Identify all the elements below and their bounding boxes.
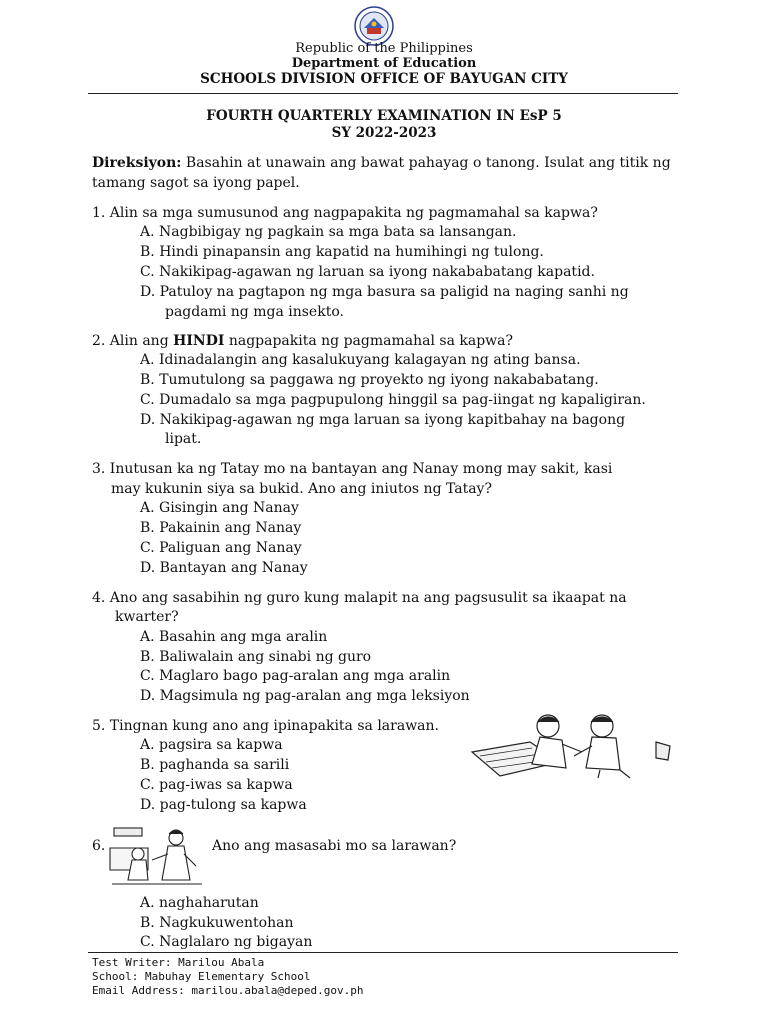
q2-option-c: C. Dumadalo sa mga pagpupulong hinggil sa pag-iingat ng kapaligiran. [140, 392, 646, 408]
q2-option-d-cont: lipat. [165, 431, 202, 447]
q6-option-b: B. Nagkukuwentohan [140, 915, 294, 931]
header-division: SCHOOLS DIVISION OFFICE OF BAYUGAN CITY [200, 71, 568, 87]
footer-rule [88, 952, 678, 953]
exam-title: FOURTH QUARTERLY EXAMINATION IN EsP 5 [206, 108, 562, 124]
q1-option-c: C. Nakikipag-agawan ng laruan sa iyong nakababatang kapatid. [140, 264, 595, 280]
question-5: 5. Tingnan kung ano ang ipinapakita sa larawan. [92, 718, 439, 734]
q4-option-d: D. Magsimula ng pag-aralan ang mga leksiyon [140, 688, 470, 704]
q5-option-a: A. pagsira sa kapwa [140, 737, 283, 753]
q6-option-c: C. Naglalaro ng bigayan [140, 934, 313, 950]
directions-text: Basahin at unawain ang bawat pahayag o tanong. Isulat ang titik ng tamang sagot sa iyong papel. [92, 155, 671, 191]
q1-option-a: A. Nagbibigay ng pagkain sa mga bata sa lansangan. [140, 224, 517, 240]
directions [92, 153, 682, 193]
q4-option-a: A. Basahin ang mga aralin [140, 629, 328, 645]
question-3: 3. Inutusan ka ng Tatay mo na bantayan ang Nanay mong may sakit, kasi [92, 461, 613, 477]
q4-option-c: C. Maglaro bago pag-aralan ang mga aralin [140, 668, 451, 684]
q2-emphasis: HINDI [173, 333, 225, 349]
q3-option-c: C. Paliguan ang Nanay [140, 540, 302, 556]
header-republic: Republic of the Philippines [295, 41, 473, 56]
q5-option-c: C. pag-iwas sa kapwa [140, 777, 293, 793]
q5-option-b: B. paghanda sa sarili [140, 757, 290, 773]
question-6: Ano ang masasabi mo sa larawan? [212, 838, 457, 854]
q6-option-a: A. naghaharutan [140, 895, 259, 911]
q3-option-d: D. Bantayan ang Nanay [140, 560, 308, 576]
footer-email: Email Address: marilou.abala@deped.gov.ph [92, 984, 364, 997]
question-6-number: 6. [92, 838, 106, 854]
q1-option-d: D. Patuloy na pagtapon ng mga basura sa paligid na naging sanhi ng [140, 284, 629, 300]
school-year: SY 2022-2023 [331, 125, 437, 141]
q5-option-d: D. pag-tulong sa kapwa [140, 797, 307, 813]
footer-school: School: Mabuhay Elementary School [92, 970, 311, 983]
directions-label: Direksiyon: [92, 155, 182, 171]
deped-seal-logo [354, 6, 394, 46]
header-rule [88, 93, 678, 94]
q2-option-d: D. Nakikipag-agawan ng mga laruan sa iyong kapitbahay na bagong [140, 412, 626, 428]
q3-option-b: B. Pakainin ang Nanay [140, 520, 302, 536]
header-department: Department of Education [291, 56, 477, 71]
question-2 [92, 331, 513, 351]
question-4: 4. Ano ang sasabihin ng guro kung malapit na ang pagsusulit sa ikaapat na [92, 590, 627, 606]
children-helping-illustration [470, 712, 676, 780]
q2-option-a: A. Idinadalangin ang kasalukuyang kalagayan ng ating bansa. [140, 352, 581, 368]
q1-option-d-cont: pagdami ng mga insekto. [165, 304, 344, 320]
q2-post: nagpapakita ng pagmamahal sa kapwa? [224, 333, 514, 349]
people-talking-illustration [108, 826, 206, 888]
q3-option-a: A. Gisingin ang Nanay [140, 500, 299, 516]
question-3-cont: may kukunin siya sa bukid. Ano ang iniutos ng Tatay? [111, 481, 492, 497]
q4-option-b: B. Baliwalain ang sinabi ng guro [140, 649, 372, 665]
question-1: 1. Alin sa mga sumusunod ang nagpapakita ng pagmamahal sa kapwa? [92, 205, 598, 221]
q1-option-b: B. Hindi pinapansin ang kapatid na humihingi ng tulong. [140, 244, 544, 260]
q2-pre: 2. Alin ang [92, 333, 174, 349]
q2-option-b: B. Tumutulong sa paggawa ng proyekto ng iyong nakababatang. [140, 372, 599, 388]
question-4-cont: kwarter? [115, 609, 179, 625]
footer-test-writer: Test Writer: Marilou Abala [92, 956, 265, 969]
